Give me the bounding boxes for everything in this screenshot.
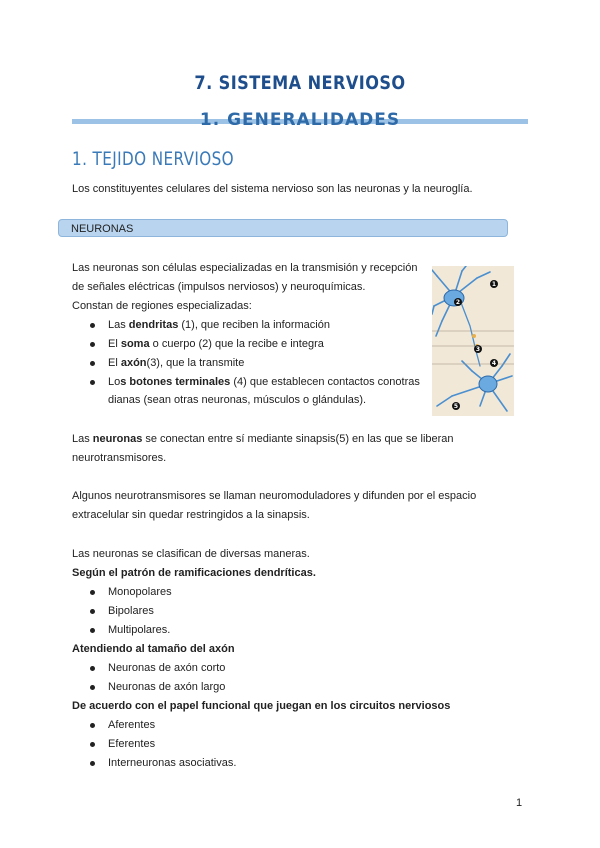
- classify-intro: Las neuronas se clasifican de diversas maneras.: [72, 548, 310, 560]
- list-item: El soma o cuerpo (2) que la recibe e integra: [72, 335, 432, 354]
- list-item: Multipolares.: [72, 621, 472, 640]
- para-line: Algunos neurotransmisores se llaman neuromoduladores y difunden por el espacio: [72, 490, 477, 502]
- list-item: Monopolares: [72, 583, 472, 602]
- para-line: de señales eléctricas (impulsos nerviosos) y neuroquímicas.: [72, 281, 366, 293]
- synapse-paragraph: Las neuronas se conectan entre sí mediante sinapsis(5) en las que se liberan neurotransmisores.: [72, 430, 512, 468]
- sub-title: 1. GENERALIDADES: [199, 110, 401, 130]
- neuron-diagram: [432, 266, 514, 416]
- classification-heading-function: De acuerdo con el papel funcional que juegan en los circuitos nerviosos: [72, 700, 451, 712]
- main-title: 7. SISTEMA NERVIOSO: [194, 72, 406, 94]
- list-item: El axón(3), que la transmite: [72, 354, 432, 373]
- neuron-illustration: [432, 266, 514, 416]
- classification-heading-dendritic: Según el patrón de ramificaciones dendríticas.: [72, 567, 316, 579]
- para-line: Constan de regiones especializadas:: [72, 300, 252, 312]
- list-item: Eferentes: [72, 735, 472, 754]
- para-line: Las neuronas son células especializadas en la transmisión y recepción: [72, 262, 418, 274]
- figure-label-5: 5: [453, 403, 459, 410]
- section-title: 1. TEJIDO NERVIOSO: [72, 148, 235, 170]
- para-line: extracelular sin quedar restringidos a la sinapsis.: [72, 509, 310, 521]
- intro-paragraph: Los constituyentes celulares del sistema nervioso son las neuronas y la neuroglía.: [72, 183, 473, 195]
- neuromodulators-paragraph: [72, 487, 512, 525]
- regions-list: [72, 316, 432, 392]
- list-item: Bipolares: [72, 602, 472, 621]
- para-line: neurotransmisores.: [72, 452, 167, 464]
- page-number: 1: [516, 797, 523, 809]
- list-item: Las dendritas (1), que reciben la información: [72, 316, 432, 335]
- dendritic-list: [72, 583, 472, 640]
- regions-continuation: dianas (sean otras neuronas, músculos o glándulas).: [108, 394, 367, 406]
- figure-label-2: 2: [455, 299, 461, 306]
- classification-heading-axon: Atendiendo al tamaño del axón: [72, 643, 235, 655]
- axon-list: [72, 659, 472, 697]
- list-item: Neuronas de axón corto: [72, 659, 472, 678]
- figure-label-4: 4: [491, 360, 497, 367]
- figure-label-1: 1: [491, 281, 497, 288]
- neuronas-paragraph: [72, 259, 432, 316]
- figure-label-3: 3: [475, 346, 481, 353]
- function-list: [72, 716, 472, 773]
- list-item: Neuronas de axón largo: [72, 678, 472, 697]
- list-item: Interneuronas asociativas.: [72, 754, 472, 773]
- list-item: Los botones terminales (4) que establecen contactos conotras: [72, 373, 432, 392]
- neuronas-heading-box: NEURONAS: [58, 219, 508, 237]
- list-item: Aferentes: [72, 716, 472, 735]
